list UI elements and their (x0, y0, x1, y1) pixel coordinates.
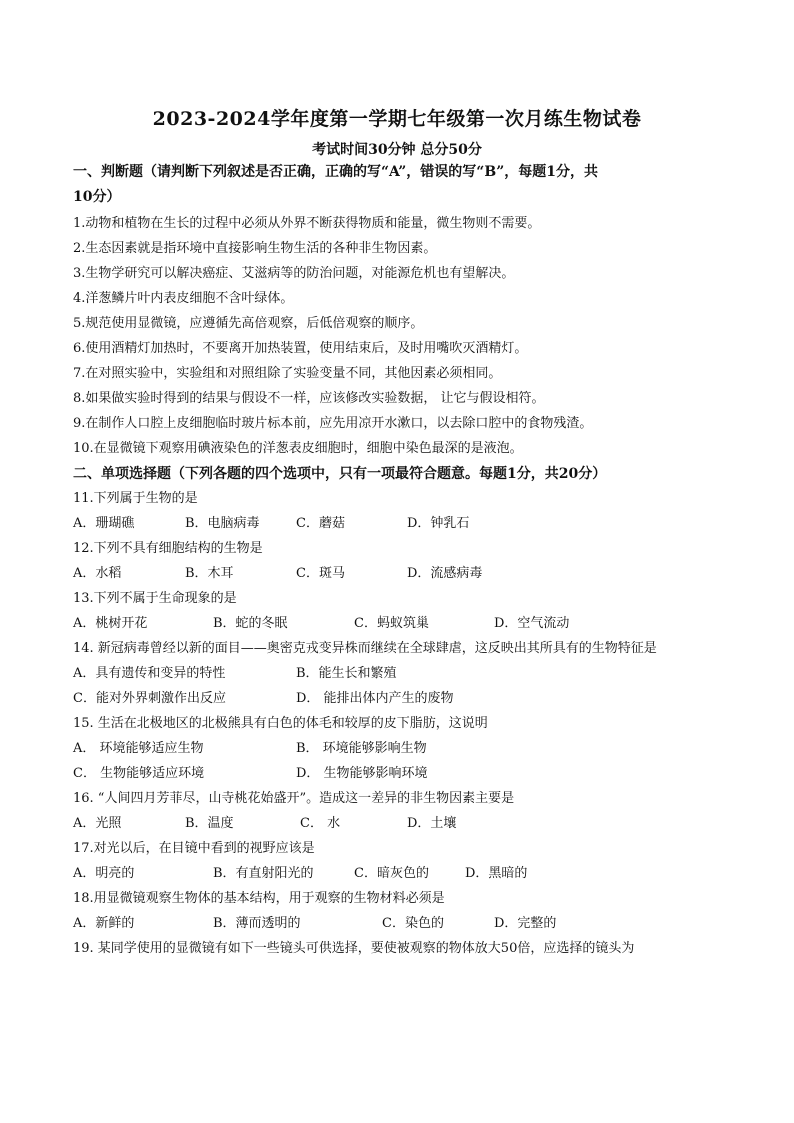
judgment-item: 10.在显微镜下观察用碘液染色的洋葱表皮细胞时，细胞中染色最深的是液泡。 (73, 441, 523, 456)
judgment-item: 2.生态因素就是指环境中直接影响生物生活的各种非生物因素。 (73, 241, 437, 256)
option-a: A．新鲜的 (73, 916, 135, 931)
option-b: B．电脑病毒 (185, 516, 260, 531)
question-stem: 19. 某同学使用的显微镜有如下一些镜头可供选择，要使被观察的物体放大50倍，应选择的镜头为 (73, 941, 635, 956)
option-d: D．完整的 (494, 916, 557, 931)
option-b: B． 环境能够影响生物 (296, 741, 427, 756)
question-stem: 16. “人间四月芳菲尽，山寺桃花始盛开”。造成这一差异的非生物因素主要是 (73, 791, 515, 806)
option-a: A．桃树开花 (73, 616, 148, 631)
question-stem: 11.下列属于生物的是 (73, 491, 198, 506)
question-stem: 14. 新冠病毒曾经以新的面目——奥密克戎变异株而继续在全球肆虐，这反映出其所具有的生物特征是 (73, 641, 657, 656)
option-d: D．黑暗的 (465, 866, 528, 881)
option-c: C．蚂蚁筑巢 (354, 616, 429, 631)
option-a: A．光照 (73, 816, 122, 831)
option-d: D．土壤 (407, 816, 457, 831)
option-d: D． 生物能够影响环境 (296, 766, 428, 781)
judgment-item: 8.如果做实验时得到的结果与假设不一样，应该修改实验数据， 让它与假设相符。 (73, 391, 545, 406)
question-stem: 13.下列不属于生命现象的是 (73, 591, 237, 606)
option-b: B．有直射阳光的 (213, 866, 314, 881)
judgment-item: 5.规范使用显微镜，应遵循先高倍观察，后低倍观察的顺序。 (73, 316, 424, 331)
option-a: A．明亮的 (73, 866, 135, 881)
option-a: A．具有遗传和变异的特性 (73, 666, 226, 681)
option-a: A． 环境能够适应生物 (73, 741, 204, 756)
option-c: C． 水 (300, 816, 341, 831)
option-c: C．蘑菇 (296, 516, 345, 531)
judgment-item: 6.使用酒精灯加热时，不要离开加热装置，使用结束后，及时用嘴吹灭酒精灯。 (73, 341, 528, 356)
section-heading-cont: 10分） (73, 189, 121, 205)
option-c: C．能对外界刺激作出反应 (73, 691, 226, 706)
question-stem: 12.下列不具有细胞结构的生物是 (73, 541, 263, 556)
judgment-item: 3.生物学研究可以解决癌症、艾滋病等的防治问题，对能源危机也有望解决。 (73, 266, 515, 281)
option-c: C．染色的 (382, 916, 444, 931)
option-a: A．水稻 (73, 566, 122, 581)
question-stem: 15. 生活在北极地区的北极熊具有白色的体毛和较厚的皮下脂肪，这说明 (73, 716, 488, 731)
section-heading: 二、单项选择题（下列各题的四个选项中，只有一项最符合题意。每题1分，共20分） (73, 466, 607, 482)
option-d: D．空气流动 (494, 616, 570, 631)
option-b: B．能生长和繁殖 (296, 666, 397, 681)
page-title: 2023-2024学年度第一学期七年级第一次月练生物试卷 (152, 108, 642, 130)
option-b: B．木耳 (185, 566, 234, 581)
judgment-item: 4.洋葱鳞片叶内表皮细胞不含叶绿体。 (73, 291, 294, 306)
judgment-item: 1.动物和植物在生长的过程中必须从外界不断获得物质和能量，微生物则不需要。 (73, 216, 541, 231)
option-c: C．暗灰色的 (354, 866, 429, 881)
option-b: B．薄而透明的 (213, 916, 301, 931)
option-a: A．珊瑚礁 (73, 516, 135, 531)
judgment-item: 7.在对照实验中，实验组和对照组除了实验变量不同，其他因素必须相同。 (73, 366, 502, 381)
question-stem: 17.对光以后，在目镜中看到的视野应该是 (73, 841, 315, 856)
option-d: D．钟乳石 (407, 516, 470, 531)
judgment-item: 9.在制作人口腔上皮细胞临时玻片标本前，应先用凉开水漱口，以去除口腔中的食物残渣。 (73, 416, 593, 431)
option-b: B．蛇的冬眠 (213, 616, 288, 631)
option-b: B．温度 (185, 816, 234, 831)
option-c: C．斑马 (296, 566, 345, 581)
exam-info: 考试时间30分钟 总分50分 (312, 142, 482, 158)
option-c: C． 生物能够适应环境 (73, 766, 205, 781)
option-d: D． 能排出体内产生的废物 (296, 691, 454, 706)
question-stem: 18.用显微镜观察生物体的基本结构，用于观察的生物材料必须是 (73, 891, 445, 906)
option-d: D．流感病毒 (407, 566, 483, 581)
section-heading: 一、判断题（请判断下列叙述是否正确，正确的写“A”，错误的写“B”，每题1分，共 (73, 164, 598, 180)
